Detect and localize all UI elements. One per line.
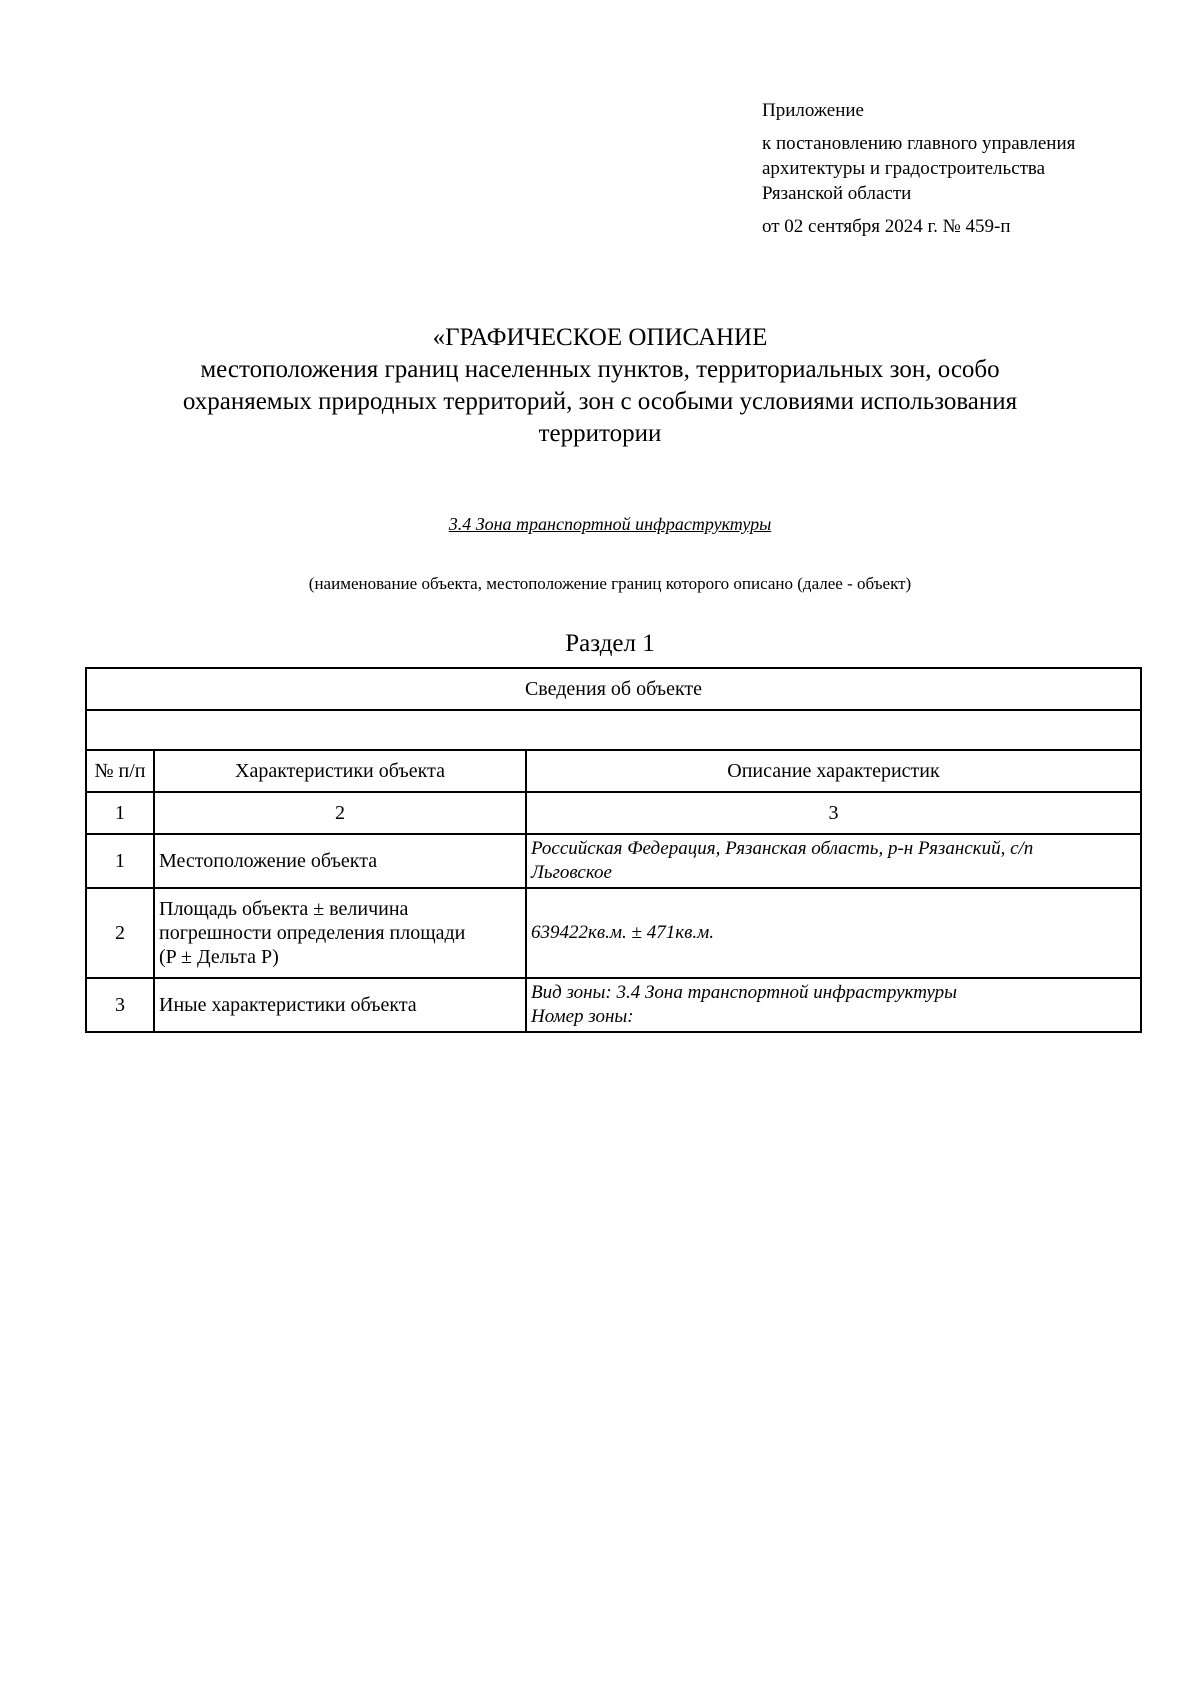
table-header: Сведения об объекте xyxy=(86,668,1141,710)
characteristic-line: погрешности определения площади xyxy=(159,922,466,944)
description-line: Номер зоны: xyxy=(531,1006,634,1027)
column-number-3: 3 xyxy=(526,792,1141,834)
description-line: Вид зоны: 3.4 Зона транспортной инфраструктуры xyxy=(531,982,957,1003)
title-line-2: местоположения границ населенных пунктов, территориальных зон, особо xyxy=(200,356,1000,383)
column-header-characteristics: Характеристики объекта xyxy=(154,750,526,792)
column-number-2: 2 xyxy=(154,792,526,834)
title-line-1: «ГРАФИЧЕСКОЕ ОПИСАНИЕ xyxy=(432,324,768,351)
row-description: 639422кв.м. ± 471кв.м. xyxy=(526,888,1141,978)
title-line-4: территории xyxy=(538,420,662,447)
column-number-1: 1 xyxy=(86,792,154,834)
object-name: 3.4 Зона транспортной инфраструктуры xyxy=(448,514,772,534)
table-row xyxy=(86,834,1141,888)
column-header-description: Описание характеристик xyxy=(526,750,1141,792)
table-column-numbers xyxy=(86,792,1141,834)
column-header-number: № п/п xyxy=(86,750,154,792)
table-row xyxy=(86,978,1141,1032)
characteristic-line: Площадь объекта ± величина xyxy=(159,898,409,920)
section-title: Раздел 1 xyxy=(565,630,655,657)
characteristic-line: (P ± Дельта P) xyxy=(159,946,279,968)
table-row xyxy=(86,888,1141,978)
row-characteristic: Иные характеристики объекта xyxy=(154,978,526,1032)
row-characteristic xyxy=(154,888,526,978)
appendix-authority-line: архитектуры и градостроительства xyxy=(762,158,1046,179)
appendix-decree-line: к постановлению главного управления xyxy=(762,133,1076,154)
appendix-date: от 02 сентября 2024 г. № 459-п xyxy=(762,216,1011,237)
object-caption: (наименование объекта, местоположение границ которого описано (далее - объект) xyxy=(308,574,912,593)
row-number: 2 xyxy=(86,888,154,978)
description-line: Российская Федерация, Рязанская область, р-н Рязанский, с/п xyxy=(531,838,1034,859)
appendix-label: Приложение xyxy=(762,100,864,121)
title-line-3: охраняемых природных территорий, зон с особыми условиями использования xyxy=(182,388,1018,415)
description-line: Льговское xyxy=(531,862,612,883)
table-blank-cell xyxy=(86,710,1141,750)
appendix-block xyxy=(762,98,1075,239)
document-title xyxy=(80,322,1120,450)
row-description xyxy=(526,834,1141,888)
table-header-row xyxy=(86,668,1141,710)
table-column-headers xyxy=(86,750,1141,792)
appendix-region-line: Рязанской области xyxy=(762,183,912,204)
row-number: 1 xyxy=(86,834,154,888)
table-blank-row xyxy=(86,710,1141,750)
object-info-table xyxy=(85,667,1142,1033)
row-characteristic: Местоположение объекта xyxy=(154,834,526,888)
row-number: 3 xyxy=(86,978,154,1032)
row-description xyxy=(526,978,1141,1032)
